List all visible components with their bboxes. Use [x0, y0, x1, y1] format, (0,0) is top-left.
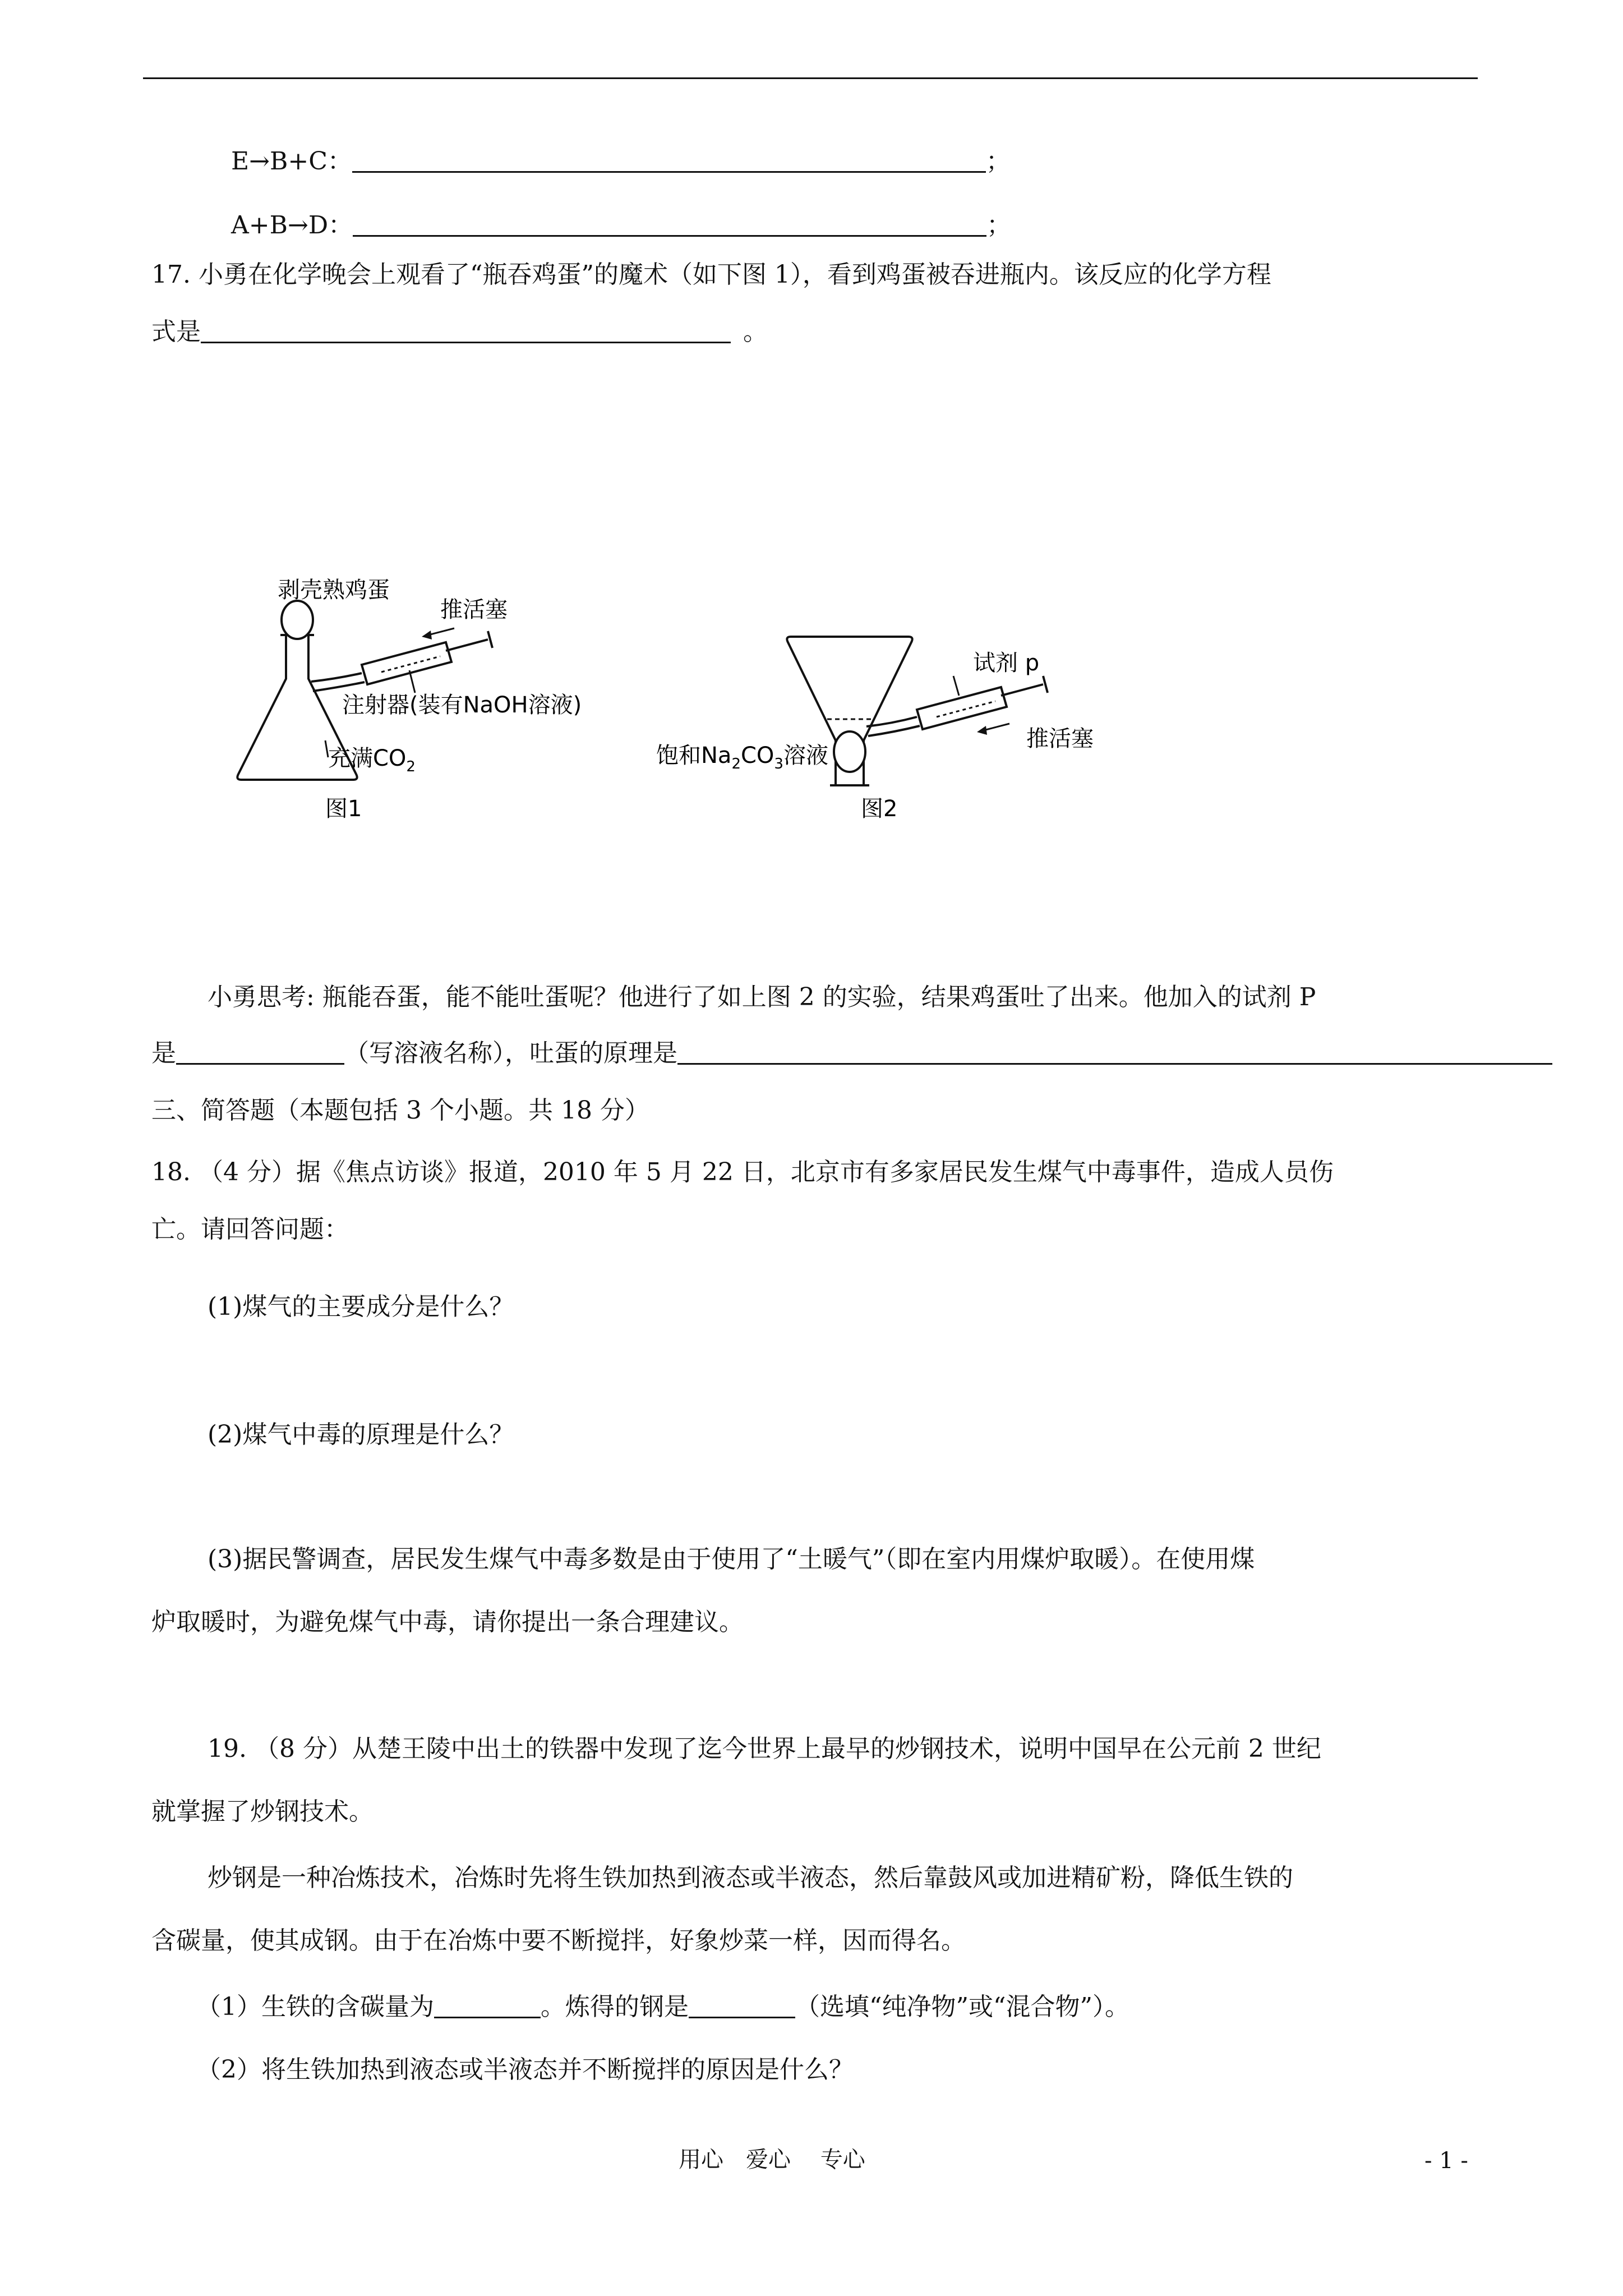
q16-line2	[231, 209, 1011, 242]
q16-line2-blank[interactable]	[353, 210, 986, 237]
fig1-caption: 图1	[325, 796, 362, 822]
fig2-label-plunger: 推活塞	[1026, 726, 1094, 752]
fig1-egg	[282, 601, 313, 639]
q18-sub1: (1)煤气的主要成分是什么？	[208, 1292, 514, 1321]
q17-principle-blank[interactable]	[677, 1038, 1552, 1065]
q17-reagent-blank[interactable]	[176, 1038, 344, 1065]
q19-para1: 炒钢是一种冶炼技术，冶炼时先将生铁加热到液态或半液态，然后靠鼓风或加进精矿粉，降低生铁的	[208, 1864, 1293, 1892]
q16-line1-blank[interactable]	[352, 146, 986, 173]
q19-text1: 19. （8 分）从楚王陵中出土的铁器中发现了迄今世界上最早的炒钢技术，说明中国早在公元前 2 世纪	[208, 1734, 1321, 1763]
fig1-label-egg: 剥壳熟鸡蛋	[278, 577, 390, 603]
fig1-label-gas	[328, 746, 416, 775]
fig1-plunger-arrowhead	[422, 631, 432, 639]
q17-text2a: 式是	[151, 318, 201, 346]
fig1-syringe-leader	[409, 670, 415, 693]
q17-text2b: 。	[743, 318, 768, 346]
q16-line2-label: A+B→D：	[231, 211, 353, 240]
q18-text1: 18. （4 分）据《焦点访谈》报道，2010 年 5 月 22 日，北京市有多家居民发生煤气中毒事件，造成人员伤	[151, 1158, 1334, 1186]
fig1-tube	[311, 673, 365, 691]
fig1-syringe	[362, 631, 492, 684]
footer-motto: 用心 爱心 专心	[679, 2147, 865, 2173]
q18-sub3a: (3)据民警调查，居民发生煤气中毒多数是由于使用了“土暖气”（即在室内用煤炉取暖）。在使用煤	[208, 1545, 1255, 1573]
fig2-syringe	[917, 676, 1048, 729]
fig1-label-syringe: 注射器(装有NaOH溶液)	[342, 692, 582, 718]
q19-carbon-blank[interactable]	[434, 1992, 541, 2018]
q18-sub2: (2)煤气中毒的原理是什么？	[208, 1420, 514, 1449]
q18-text2: 亡。请回答问题：	[151, 1215, 349, 1244]
footer-page-number: - 1 -	[1424, 2148, 1468, 2174]
q19-sub1b: 。炼得的钢是	[541, 1993, 689, 2021]
fig2-label-solution	[656, 743, 828, 772]
fig2-reagent-leader	[953, 676, 959, 696]
fig2-egg	[834, 731, 865, 772]
q16-line2-end: ；	[986, 211, 1012, 240]
fig1-label-gas-subscript: 2	[406, 758, 416, 775]
q19-sub2: （2）将生铁加热到液态或半液态并不断搅拌的原因是什么？	[196, 2055, 854, 2084]
q19-sub1	[196, 1990, 1129, 2024]
section-3-heading: 三、简答题（本题包括 3 个小题。共 18 分）	[151, 1096, 649, 1125]
q18-sub3b: 炉取暖时，为避免煤气中毒，请你提出一条合理建议。	[151, 1608, 744, 1636]
fig1-label-plunger: 推活塞	[440, 597, 508, 623]
fig2-label-solution-b: CO	[740, 743, 774, 769]
q17-think2b: （写溶液名称），吐蛋的原理是	[344, 1039, 677, 1068]
q17-think1: 小勇思考: 瓶能吞蛋，能不能吐蛋呢？他进行了如上图 2 的实验，结果鸡蛋吐了出来。他加入的试剂 P	[208, 983, 1316, 1011]
experiment-figure	[224, 572, 1122, 825]
fig2-label-solution-sub1: 2	[731, 756, 741, 772]
q19-text2: 就掌握了炒钢技术。	[151, 1797, 374, 1826]
fig2-plunger-arrowhead	[977, 726, 987, 735]
q17-text2	[151, 315, 768, 349]
fig1-label-gas-text: 充满CO	[328, 746, 407, 771]
header-rule	[143, 77, 1478, 79]
q16-line1-end: ；	[985, 147, 1011, 176]
q17-text1: 17. 小勇在化学晚会上观看了“瓶吞鸡蛋”的魔术（如下图 1），看到鸡蛋被吞进瓶内。该反应的化学方程	[151, 260, 1271, 289]
q17-think2	[151, 1037, 1552, 1070]
fig2-label-reagent: 试剂 p	[973, 650, 1040, 676]
fig2-label-solution-a: 饱和Na	[656, 743, 732, 769]
fig2-label-solution-c: 溶液	[783, 743, 828, 769]
q16-line1	[231, 145, 1011, 178]
q19-steel-blank[interactable]	[689, 1992, 795, 2018]
fig2-label-solution-sub2: 3	[774, 756, 783, 772]
q16-line1-label: E→B+C：	[231, 147, 352, 176]
q19-sub1c: （选填“纯净物”或“混合物”）。	[795, 1993, 1129, 2021]
q17-equation-blank[interactable]	[201, 317, 731, 343]
q17-think2a: 是	[151, 1039, 176, 1068]
q19-para2: 含碳量，使其成钢。由于在冶炼中要不断搅拌，好象炒菜一样，因而得名。	[151, 1926, 966, 1955]
q19-sub1a: （1）生铁的含碳量为	[196, 1993, 434, 2021]
fig2-caption: 图2	[861, 796, 898, 822]
